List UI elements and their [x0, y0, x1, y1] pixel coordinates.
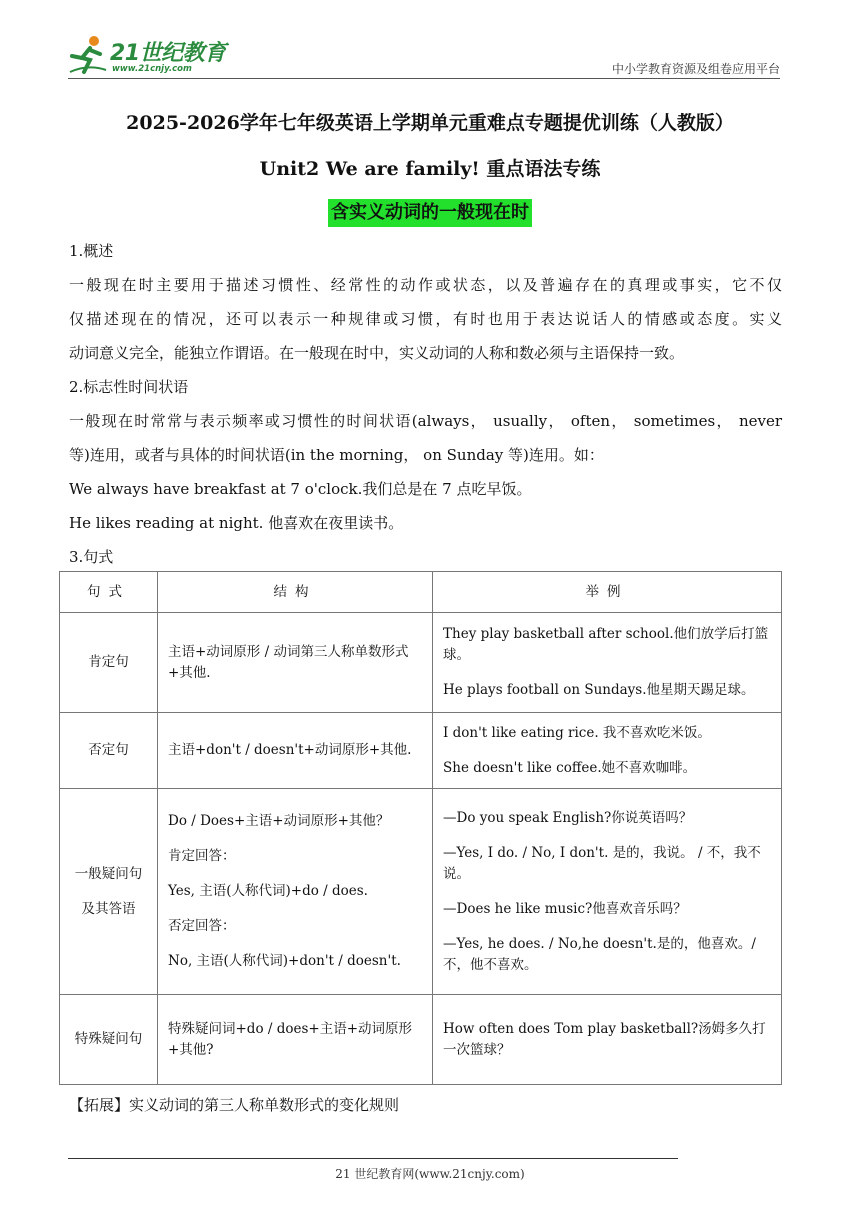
- row-type: [60, 789, 158, 995]
- row-structure: [158, 713, 433, 789]
- row-structure: [158, 995, 433, 1085]
- time-adverbial-line-1: 一般现在时常常与表示频率或习惯性的时间状语(always， usually， often， sometimes， never: [69, 412, 782, 430]
- example-line: —Does he like music?他喜欢音乐吗？: [443, 900, 687, 917]
- example-line: —Yes, I do. / No, I don't. 是的，我说。 / 不，我不说。: [443, 844, 761, 882]
- structure-line: Do / Does+主语+动词原形+其他？: [168, 813, 390, 829]
- structure-line: Yes, 主语(人称代词)+do / does.: [168, 883, 368, 899]
- example-line: How often does Tom play basketball?汤姆多久打一次篮球？: [443, 1020, 766, 1058]
- row-type: 肯定句: [60, 613, 158, 713]
- table-header-row: [60, 572, 782, 613]
- example-line: —Yes, he does. / No,he doesn't.是的，他喜欢。/ 不，他不喜欢。: [443, 935, 756, 973]
- table-row: [60, 613, 782, 713]
- row-examples: [433, 713, 782, 789]
- structure-line: No, 主语(人称代词)+don't / doesn't.: [168, 953, 401, 969]
- structure-line: 主语+don't / doesn't+动词原形+其他.: [168, 742, 412, 758]
- time-adverbial-line-2: 等)连用，或者与具体的时间状语(in the morning， on Sunday 等)连用。如：: [69, 446, 604, 464]
- page-footer: 21 世纪教育网(www.21cnjy.com): [335, 1167, 525, 1181]
- sentence-pattern-table: [59, 571, 782, 1085]
- page-title: 2025-2026学年七年级英语上学期单元重难点专题提优训练（人教版）: [126, 112, 734, 134]
- overview-line-2: 仅描述现在的情况，还可以表示一种规律或习惯，有时也用于表达说话人的情感或态度。实义: [69, 310, 782, 328]
- page-subtitle: Unit2 We are family! 重点语法专练: [259, 158, 601, 180]
- platform-name: 中小学教育资源及组卷应用平台: [611, 62, 780, 76]
- table-row: [60, 995, 782, 1085]
- row-type-line: 及其答语: [81, 900, 136, 917]
- table-row: [60, 789, 782, 995]
- section-3-heading: 3.句式: [69, 548, 114, 566]
- page-header: [68, 30, 780, 80]
- structure-line: 肯定回答：: [168, 848, 236, 864]
- runner-logo-icon: [68, 34, 108, 78]
- row-type-line: 一般疑问句: [74, 865, 143, 882]
- header-type: 句式: [60, 572, 158, 613]
- logo-text: 21世纪教育: [110, 41, 226, 66]
- header-divider: [68, 78, 780, 79]
- row-structure: [158, 613, 433, 713]
- row-examples: [433, 789, 782, 995]
- topic-highlight: 含实义动词的一般现在时: [328, 199, 532, 227]
- extension-heading: 【拓展】实义动词的第三人称单数形式的变化规则: [69, 1096, 400, 1114]
- example-line: She doesn't like coffee.她不喜欢咖啡。: [443, 759, 697, 776]
- structure-line: 否定回答：: [168, 918, 236, 934]
- example-sentence-2: He likes reading at night. 他喜欢在夜里读书。: [69, 514, 404, 532]
- structure-line: 主语+动词原形 / 动词第三人称单数形式+其他.: [168, 643, 409, 681]
- example-line: They play basketball after school.他们放学后打篮球。: [443, 626, 769, 663]
- structure-line: 特殊疑问词+do / does+主语+动词原形+其他?: [168, 1020, 413, 1058]
- overview-line-3: 动词意义完全，能独立作谓语。在一般现在时中，实义动词的人称和数必须与主语保持一致。: [69, 344, 685, 362]
- footer-divider: [68, 1158, 678, 1159]
- example-line: He plays football on Sundays.他星期天踢足球。: [443, 682, 755, 698]
- header-example: 举例: [433, 572, 782, 613]
- overview-line-1: 一般现在时主要用于描述习惯性、经常性的动作或状态，以及普遍存在的真理或事实，它不仅: [69, 276, 782, 294]
- section-2-heading: 2.标志性时间状语: [69, 378, 189, 396]
- row-examples: [433, 995, 782, 1085]
- row-type: 特殊疑问句: [60, 995, 158, 1085]
- logo: [68, 34, 228, 78]
- row-examples: [433, 613, 782, 713]
- table-row: [60, 713, 782, 789]
- example-line: —Do you speak English?你说英语吗？: [443, 809, 693, 826]
- header-structure: 结构: [158, 572, 433, 613]
- row-structure: [158, 789, 433, 995]
- logo-url: www.21cnjy.com: [112, 64, 192, 74]
- example-line: I don't like eating rice. 我不喜欢吃米饭。: [443, 724, 711, 741]
- row-type: 否定句: [60, 713, 158, 789]
- section-1-heading: 1.概述: [69, 242, 114, 260]
- example-sentence-1: We always have breakfast at 7 o'clock.我们总是在 7 点吃早饭。: [69, 480, 532, 498]
